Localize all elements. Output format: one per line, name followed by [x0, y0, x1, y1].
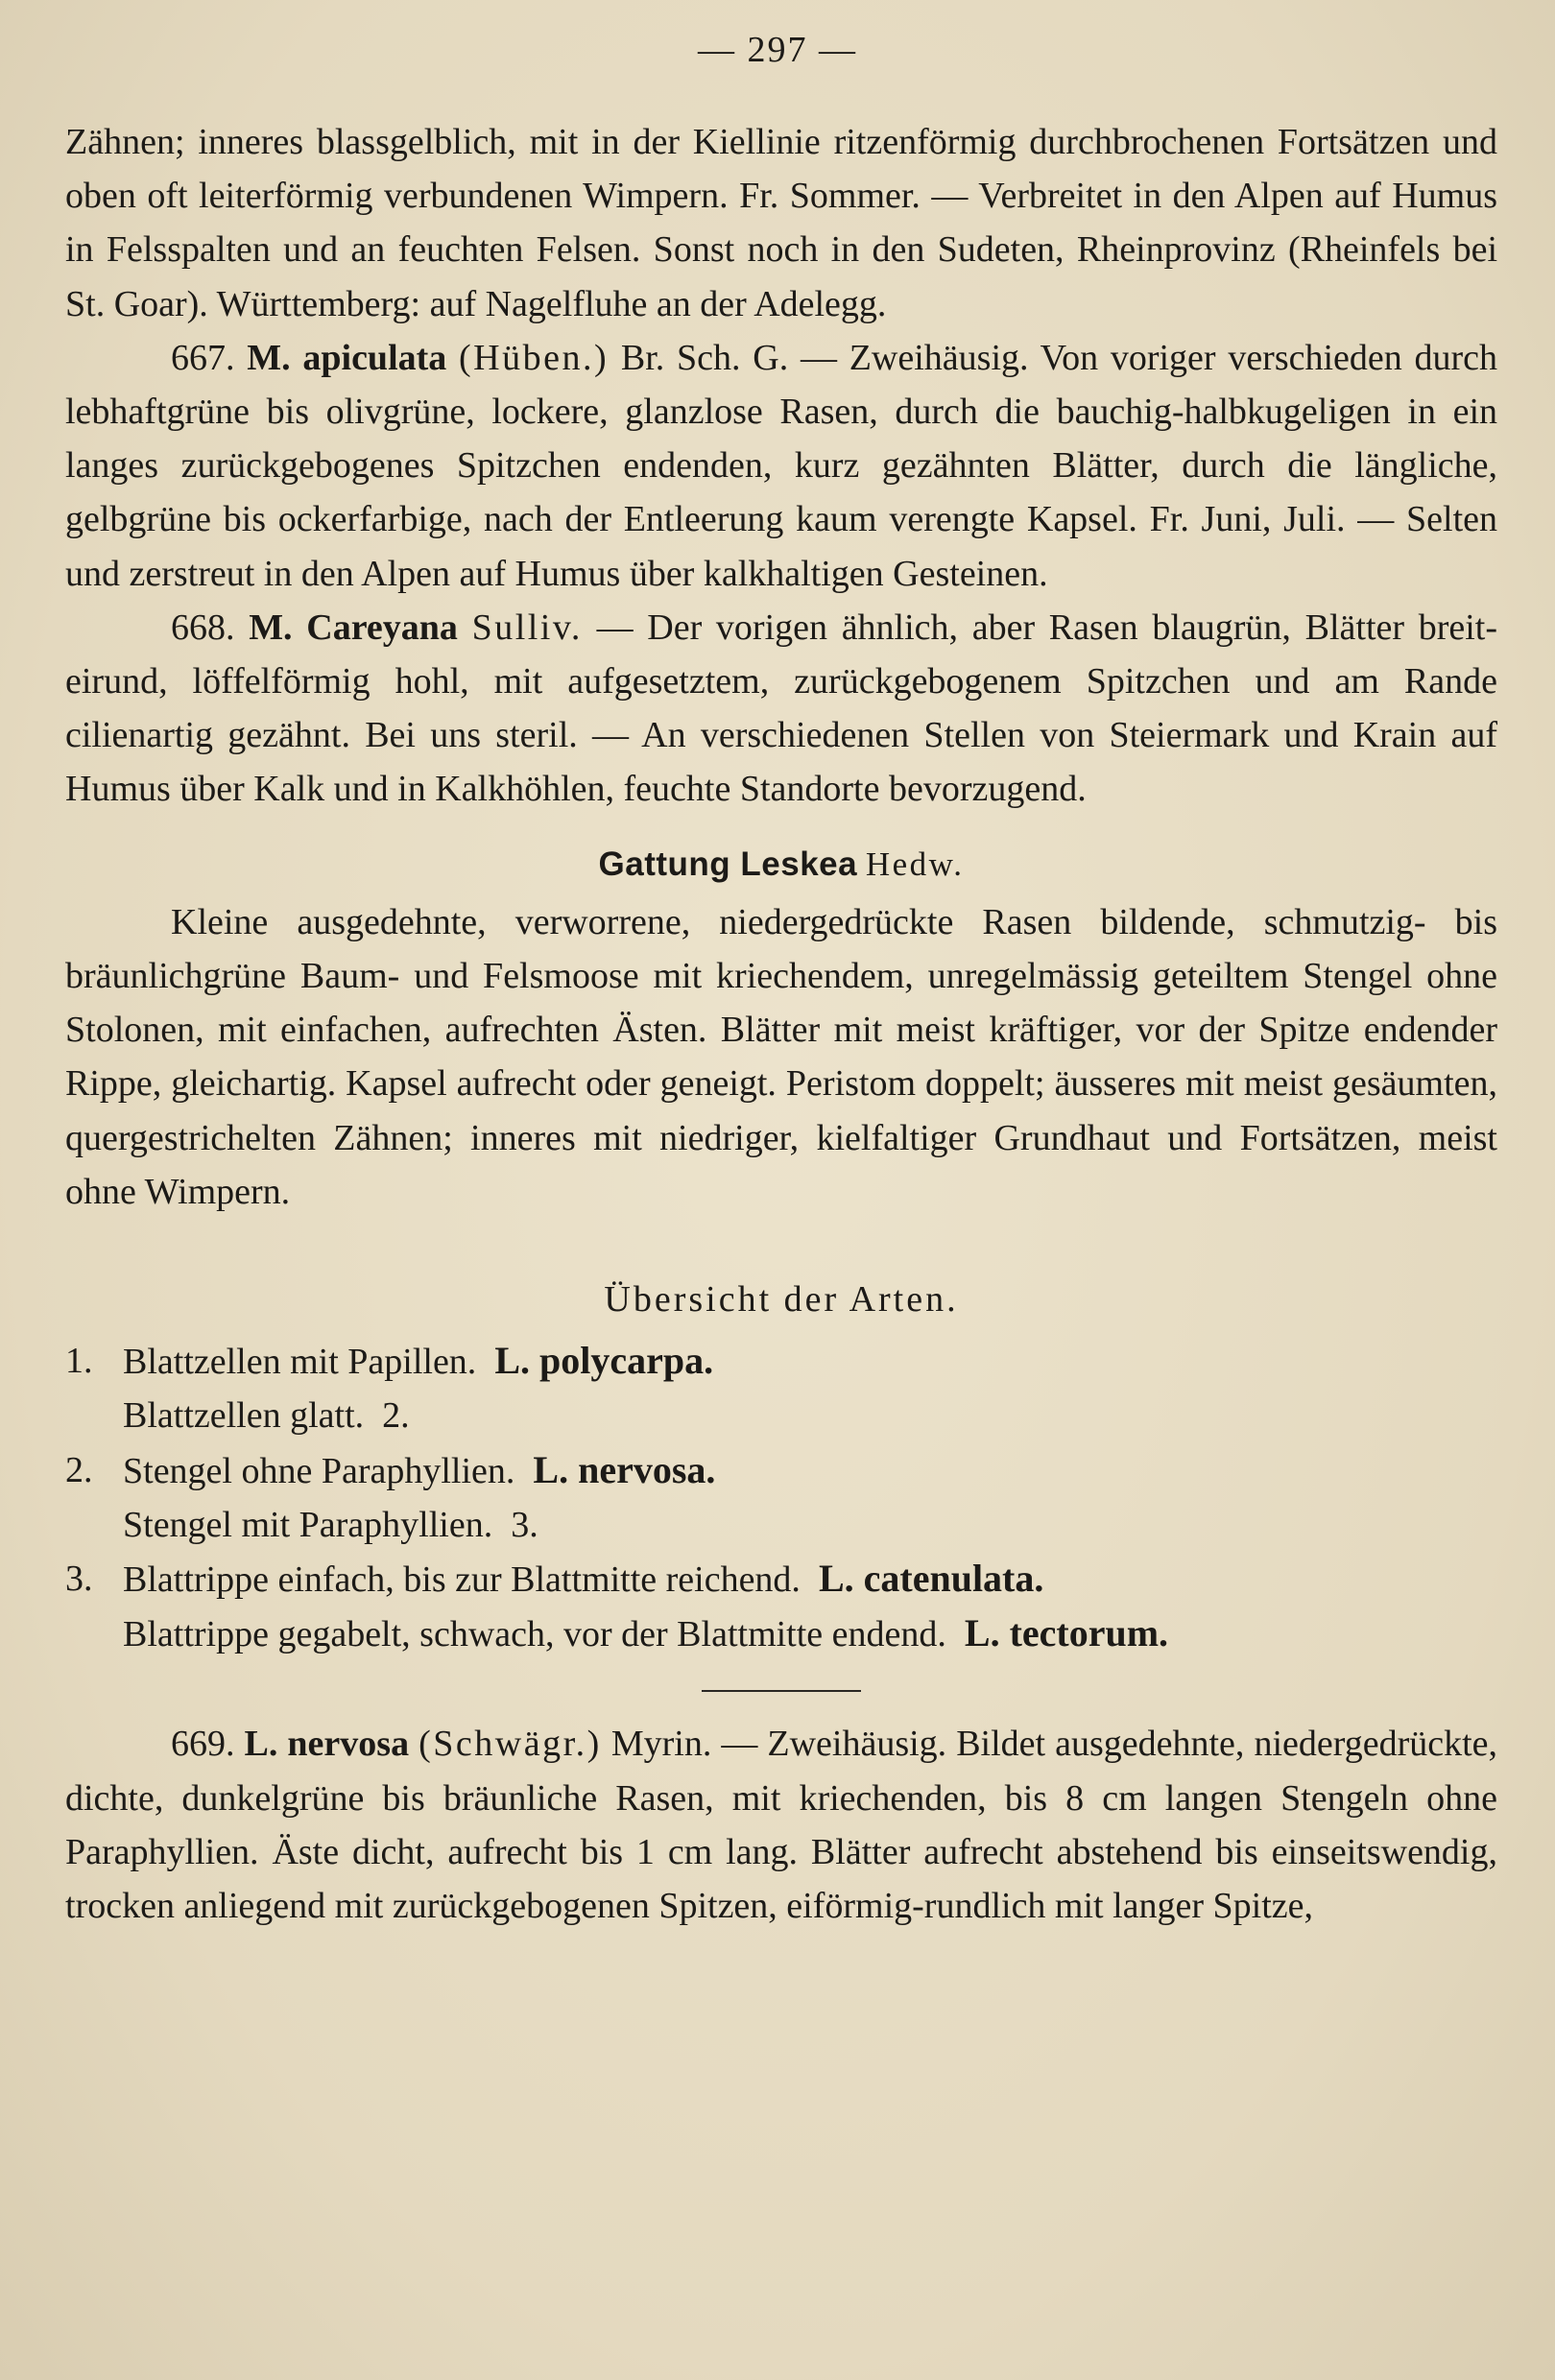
section-divider [702, 1690, 861, 1692]
page-number: — 297 — [698, 30, 857, 70]
paragraph-666-continuation: Zähnen; inneres blassgelblich, mit in der Kiellinie ritzenförmig durchbrochenen Fortsätzen und oben oft leiterförmig verbundenen Wimpern. Fr. Sommer. — Verbreitet in den Alpen auf Humus in Felsspalten und an feuchten Felsen. Sonst noch in den Sudeten, Rheinprovinz (Rheinfels bei St. Goar). Württemberg: auf Nagelfluhe an der Adelegg. [65, 122, 1497, 324]
key-result: L. polycarpa. [494, 1339, 714, 1383]
page-body [65, 115, 1497, 1933]
overview-title: Übersicht der Arten. [604, 1279, 959, 1321]
key-text: Stengel ohne Paraphyllien. [123, 1450, 515, 1491]
key-result: 3. [511, 1504, 538, 1545]
species-genus: L. [244, 1724, 278, 1765]
key-number: 3. [65, 1559, 93, 1600]
key-number [65, 1498, 123, 1552]
key-number [65, 1389, 123, 1442]
species-genus: M. [247, 337, 291, 378]
key-number: 1. [65, 1341, 93, 1382]
key-result: L. nervosa. [533, 1447, 716, 1491]
entry-text: — Zweihäusig. Von voriger verschieden durch lebhaftgrüne bis olivgrüne, lockere, glanzlose Rasen, durch die bauchig-halbkugeligen in ein langes zurückgebogenes Spitzchen endenden, kurz gezähnten Blätter, durch die längliche, gelbgrüne bis ockerfarbige, nach der Entleerung kaum verengte Kapsel. Fr. Juni, Juli. — Selten und zerstreut in den Alpen auf Humus über kalkhaltigen Gesteinen. [65, 337, 1498, 594]
entry-text: — Der vorigen ähnlich, aber Rasen blaugrün, Blätter breit-eirund, löffelförmig hohl, mit aufgesetztem, zurückgebogenem Spitzchen und am Rande cilienartig gezähnt. Bei uns steril. — An verschiedenen Stellen von Steiermark und Krain auf Humus über Kalk und in Kalkhöhlen, feuchte Standorte bevorzugend. [65, 607, 1497, 810]
key-row [65, 1443, 1497, 1498]
genus-heading [65, 838, 1497, 892]
key-row [65, 1606, 1497, 1661]
key-text: Blattrippe einfach, bis zur Blattmitte reichend. [123, 1559, 801, 1601]
key-number [65, 1606, 123, 1661]
species-name: Careyana [306, 607, 458, 648]
entry-669 [65, 1717, 1497, 1933]
species-name: nervosa [287, 1724, 410, 1765]
key-text: Blattzellen glatt. [123, 1395, 365, 1437]
key-result: L. tectorum. [964, 1611, 1169, 1655]
key-result: L. catenulata. [818, 1557, 1044, 1601]
entry-668 [65, 601, 1497, 817]
entry-number: 669. [171, 1724, 235, 1765]
key-number: 2. [65, 1449, 93, 1490]
species-author: Sulliv. [471, 607, 583, 648]
entry-number: 667. [171, 337, 235, 378]
identification-key [65, 1334, 1497, 1661]
key-text: Blattrippe gegabelt, schwach, vor der Blattmitte endend. [123, 1614, 946, 1655]
entry-text: — Zweihäusig. Bildet ausgedehnte, niedergedrückte, dichte, dunkelgrüne bis bräunliche Rasen, mit kriechenden, bis 8 cm langen Stengeln ohne Paraphyllien. Äste dicht, aufrecht bis 1 cm lang. Blätter aufrecht abstehend bis einseitswendig, trocken anliegend mit zurückgebogenen Spitzen, eiförmig-rundlich mit langer Spitze, [65, 1724, 1498, 1927]
key-row [65, 1389, 1497, 1442]
species-author-2: Myrin. [610, 1724, 712, 1765]
key-result: 2. [382, 1395, 410, 1437]
genus-description: Kleine ausgedehnte, verworrene, niedergedrückte Rasen bildende, schmutzig- bis bräunlichgrüne Baum- und Felsmoose mit kriechendem, unregelmässig geteiltem Stengel ohne Stolonen, mit einfachen, aufrechten Ästen. Blätter mit meist kräftiger, vor der Spitze endender Rippe, gleichartig. Kapsel aufrecht oder geneigt. Peristom doppelt; äusseres mit meist gesäumten, quergestrichelten Zähnen; inneres mit niedriger, kielfaltiger Grundhaut und Fortsätzen, meist ohne Wimpern. [65, 901, 1497, 1212]
key-text: Blattzellen mit Papillen. [123, 1342, 477, 1383]
species-author: (Schwägr.) [419, 1724, 602, 1765]
entry-number: 668. [171, 607, 235, 648]
key-row [65, 1552, 1497, 1606]
genus-heading-author: Hedw. [865, 845, 965, 883]
entry-667 [65, 331, 1497, 601]
species-author-2: Br. Sch. G. [620, 337, 789, 378]
key-row [65, 1498, 1497, 1552]
key-row [65, 1334, 1497, 1389]
species-name: apiculata [302, 337, 447, 378]
genus-heading-label: Gattung Leskea [598, 845, 858, 883]
species-author: (Hüben.) [459, 337, 610, 378]
key-text: Stengel mit Paraphyllien. [123, 1504, 493, 1545]
species-genus: M. [249, 607, 293, 648]
